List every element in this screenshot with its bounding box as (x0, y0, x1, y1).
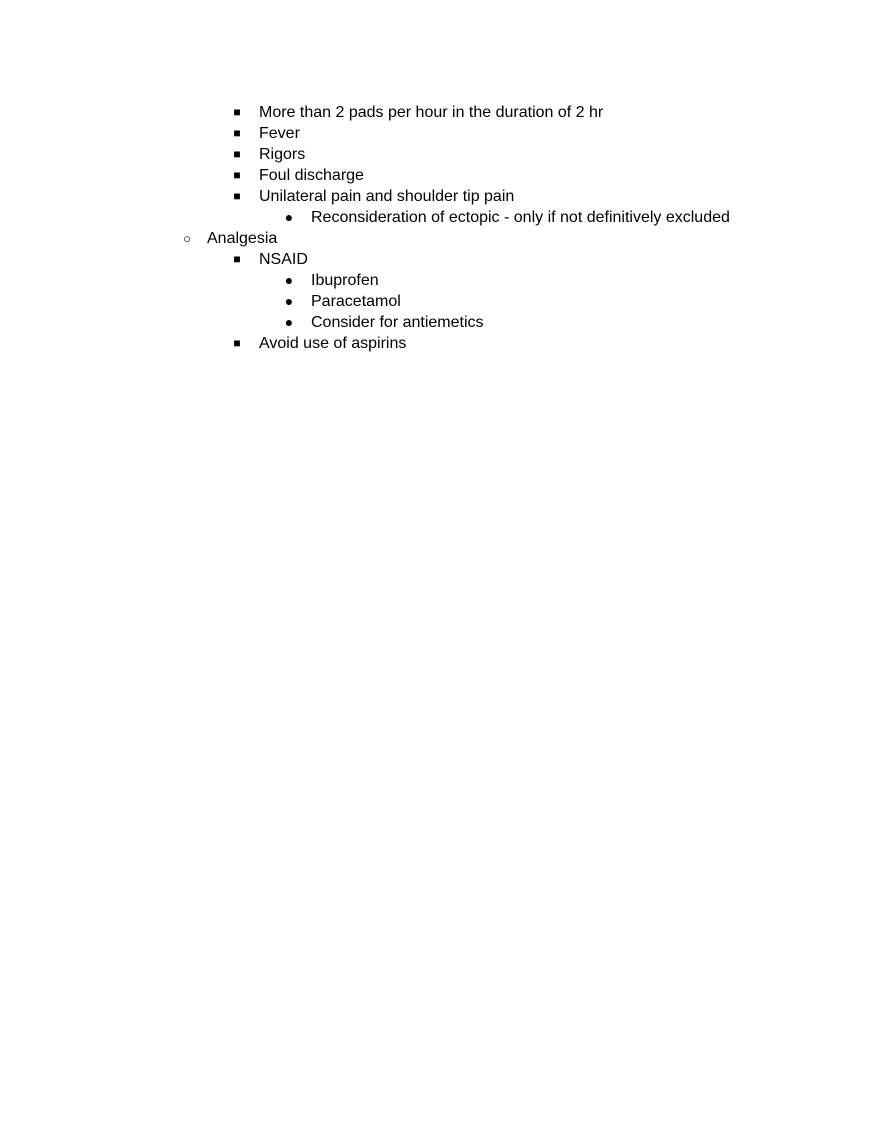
square-bullet-icon: ■ (233, 147, 241, 161)
list-item-text: Consider for antiemetics (311, 314, 484, 331)
list-item-text: Reconsideration of ectopic - only if not definitively excluded (311, 209, 730, 226)
list-item-text: Rigors (259, 146, 306, 163)
list-item-text: Foul discharge (259, 167, 364, 184)
square-bullet-icon: ■ (233, 252, 241, 266)
round-bullet-icon: ● (284, 272, 294, 288)
list-item-text: Fever (259, 125, 300, 142)
list-item-text: Analgesia (207, 230, 278, 247)
square-bullet-icon: ■ (233, 168, 241, 182)
square-bullet-icon: ■ (233, 105, 241, 119)
list-item-text: Unilateral pain and shoulder tip pain (259, 188, 515, 205)
round-bullet-icon: ● (284, 314, 294, 330)
square-bullet-icon: ■ (233, 189, 241, 203)
list-item-text: More than 2 pads per hour in the duration of 2 hr (259, 104, 604, 121)
round-bullet-icon: ● (284, 293, 294, 309)
square-bullet-icon: ■ (233, 126, 241, 140)
round-bullet-icon: ● (284, 209, 294, 225)
square-bullet-icon: ■ (233, 336, 241, 350)
hollow-circle-bullet-icon: ○ (183, 231, 191, 246)
list-item-text: Paracetamol (311, 293, 401, 310)
list-item-text: Ibuprofen (311, 272, 379, 289)
list-item-text: NSAID (259, 251, 308, 268)
list-item-text: Avoid use of aspirins (259, 335, 407, 352)
